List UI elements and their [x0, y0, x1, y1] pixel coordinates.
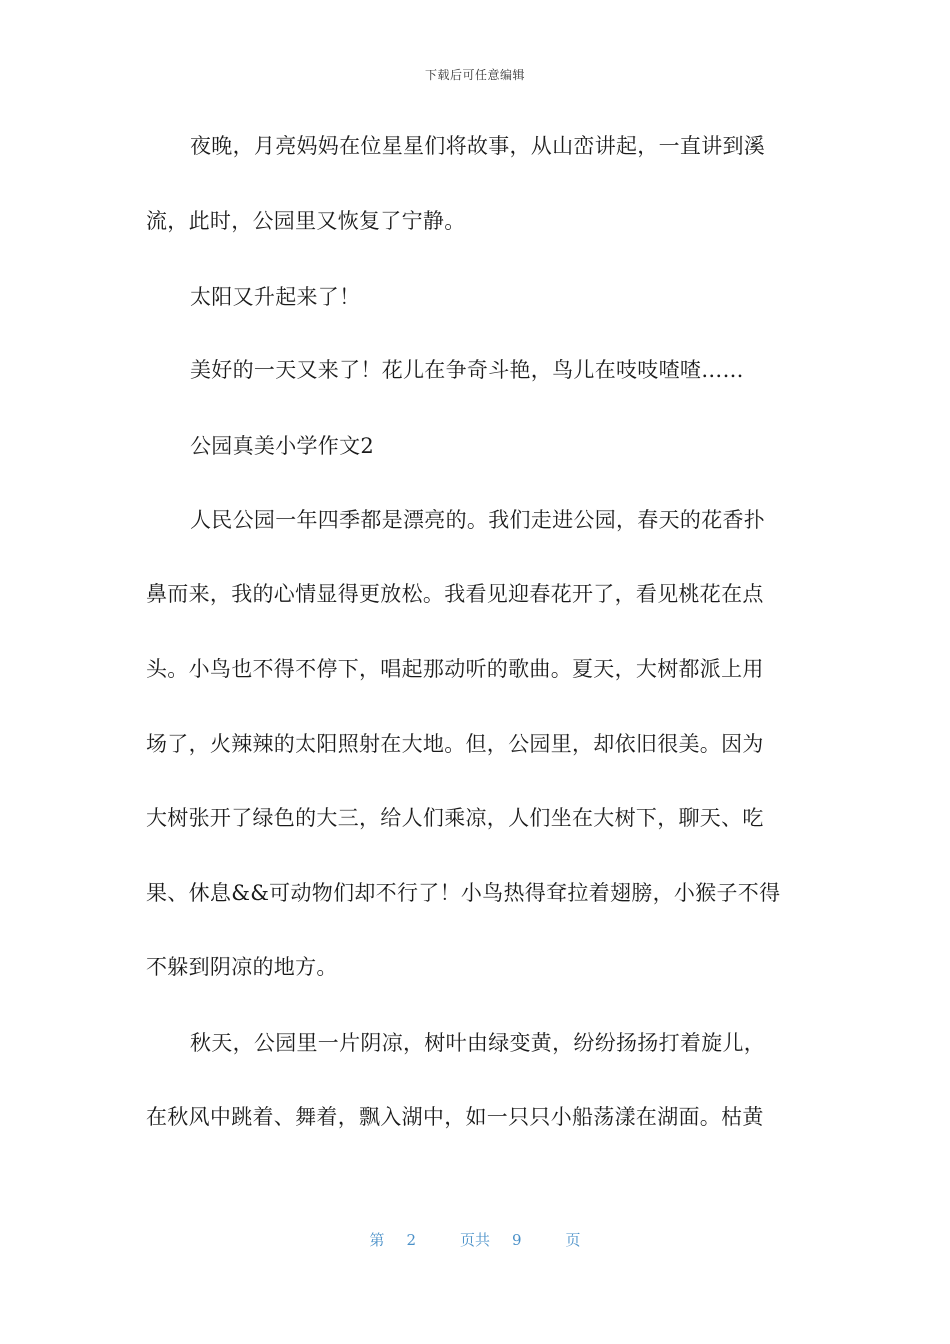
text-line: 在秋风中跳着、舞着，飘入湖中，如一只只小船荡漾在湖面。枯黄 — [146, 1105, 764, 1129]
text-line: 大树张开了绿色的大三，给人们乘凉，人们坐在大树下，聊天、吃 — [146, 806, 764, 830]
footer-suffix: 页 — [565, 1231, 581, 1249]
text-line: 流，此时，公园里又恢复了宁静。 — [146, 209, 466, 233]
text-line: 鼻而来，我的心情显得更放松。我看见迎春花开了，看见桃花在点 — [146, 582, 764, 606]
text-line: 果、休息&&可动物们却不行了！小鸟热得耷拉着翅膀，小猴子不得 — [146, 881, 781, 905]
footer-middle: 页共 — [459, 1231, 490, 1249]
text-line: 太阳又升起来了！ — [190, 285, 361, 309]
text-line: 头。小鸟也不得不停下，唱起那动听的歌曲。夏天，大树都派上用 — [146, 657, 764, 681]
text-line: 场了，火辣辣的太阳照射在大地。但，公园里，却依旧很美。因为 — [146, 732, 764, 756]
text-line: 美好的一天又来了！花儿在争奇斗艳，鸟儿在吱吱喳喳…… — [190, 358, 744, 382]
page-footer — [0, 1229, 950, 1250]
footer-page-number: 2 — [406, 1231, 416, 1249]
footer-prefix: 第 — [369, 1231, 385, 1249]
footer-total-pages: 9 — [512, 1231, 522, 1249]
page-header: 下载后可任意编辑 — [424, 68, 525, 82]
text-line: 夜晚，月亮妈妈在位星星们将故事，从山峦讲起，一直讲到溪 — [190, 134, 766, 158]
text-line: 秋天，公园里一片阴凉，树叶由绿变黄，纷纷扬扬打着旋儿， — [190, 1031, 766, 1055]
text-line: 不躲到阴凉的地方。 — [146, 955, 338, 979]
section-heading: 公园真美小学作文2 — [190, 434, 375, 458]
text-line: 人民公园一年四季都是漂亮的。我们走进公园，春天的花香扑 — [190, 508, 766, 532]
